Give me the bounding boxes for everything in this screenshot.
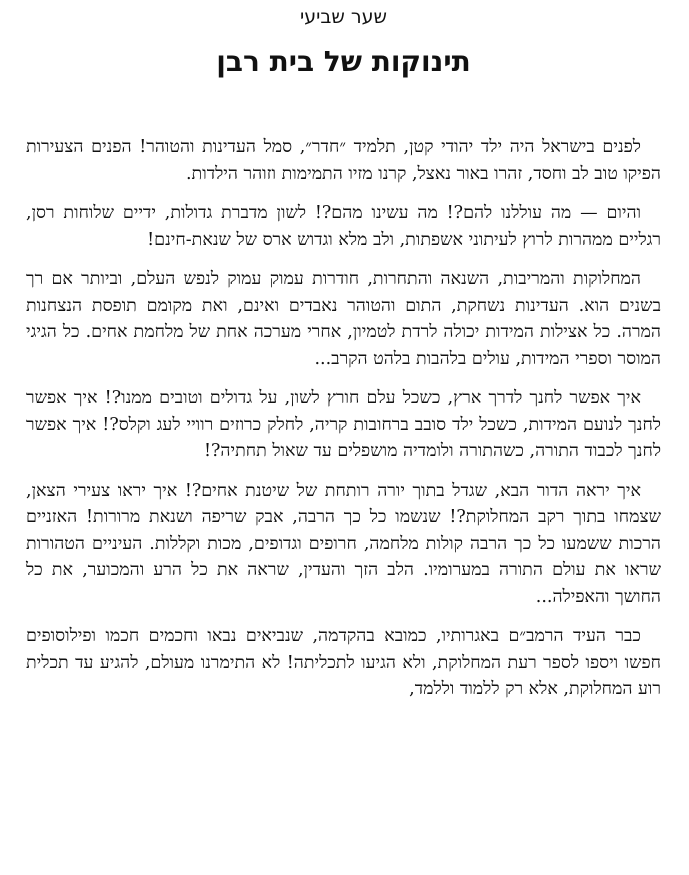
paragraph-3: המחלוקות והמריבות, השנאה והתחרות, חודרות עמוק עמוק לנפש העלם, וביותר אם רך בשנים הוא. העדינות נשחקת, התום והטוהר נאבדים ואינם, ואת מקומם תופסת הנצחנות המרה. כל אצילות המידות יכולה לרדת לטמיון, אחרי מערכה אחת של מלחמת אחים. כל הגיגי המוסר וספרי המידות, עולים בלהבות בלהט הקרב... (26, 269, 661, 369)
body-text (26, 134, 661, 703)
paragraph-2: והיום — מה עוללנו להם?! מה עשינו מהם?! לשון מדברת גדולות, ידיים שלוחות רסן, רגליים ממהרות לרוץ לעיתוני אשפתות, ולב מלא וגדוש ארס של שנאת-חינם! (26, 203, 661, 250)
paragraph-4: איך אפשר לחנך לדרך ארץ, כשכל עלם חורץ לשון, על גדולים וטובים ממנו?! איך אפשר לחנך לנועם המידות, כשכל ילד סובב ברחובות קריה, לחלק כרוזים רוויי לעג וקלס?! איך אפשר לחנך לכבוד התורה, כשהתורה ולומדיה מושפלים עד שאול תחתיה?! (26, 388, 661, 461)
paragraph-6: כבר העיד הרמב״ם באגרותיו, כמובא בהקדמה, שנביאים נבאו וחכמים חכמו ופילוסופים חפשו ויספו לספר רעת המחלוקת, ולא הגיעו לתכליתה! לא התימרנו מעולם, להגיע עד תכלית רוע המחלוקת, אלא רק ללמוד וללמד, (26, 626, 661, 699)
paragraph-5: איך יראה הדור הבא, שגדל בתוך יורה רותחת של שיטנת אחים?! איך יראו צעירי הצאן, שצמחו בתוך רקב המחלוקת?! שנשמו כל כך הרבה, אבק שריפה ושנאת מרורות! האזניים הרכות ששמעו כל כך הרבה קולות מלחמה, חרופים וגדופים, מכות וקללות. העיניים הטהורות שראו את עולם התורה במערומיו. הלב הזך והעדין, שראה את כל הרע והמכוער, את כל החושך והאפילה... (26, 480, 661, 607)
paragraph-1: לפנים בישראל היה ילד יהודי קטן, תלמיד ״חדר״, סמל העדינות והטוהר! הפנים הצעירות הפיקו טוב לב וחסד, זהרו באור נאצל, קרנו מזיו התמימות וזוהר הילדות. (26, 137, 661, 184)
chapter-title: תינוקות של בית רבן (216, 45, 471, 78)
gate-heading: שער שביעי (300, 6, 387, 28)
